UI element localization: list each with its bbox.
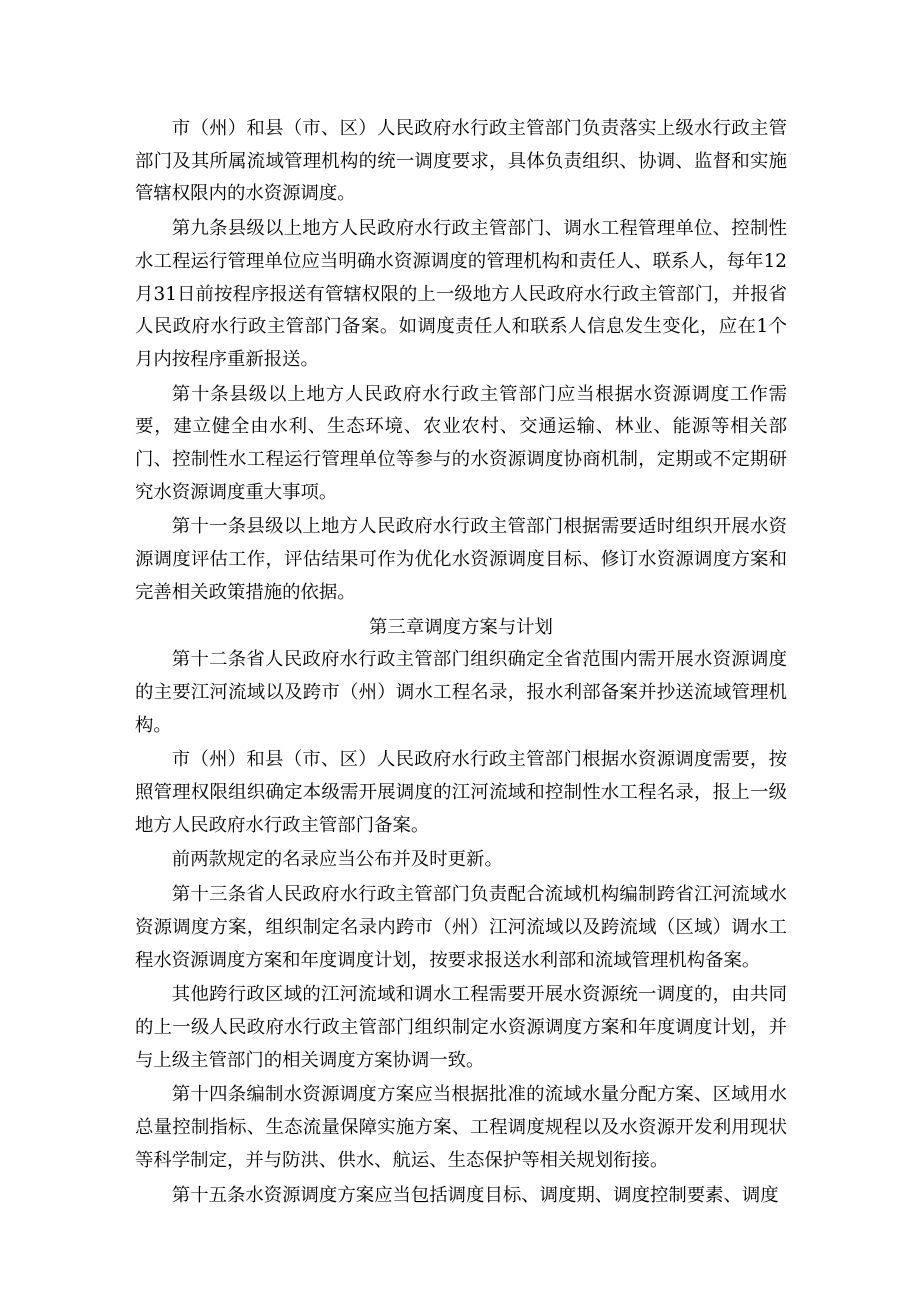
document-body: [135, 113, 787, 1212]
paragraph-article-9: 第九条县级以上地方人民政府水行政主管部门、调水工程管理单位、控制性水工程运行管理单位应当明确水资源调度的管理机构和责任人、联系人，每年12月31日前按程序报送有管辖权限的上一级地方人民政府水行政主管部门，并报省人民政府水行政主管部门备案。如调度责任人和联系人信息发生变化，应在1个月内按程序重新报送。: [135, 218, 787, 370]
paragraph-article-15: 第十五条水资源调度方案应当包括调度目标、调度期、调度控制要素、调度: [171, 1184, 779, 1206]
paragraph-article-13: 第十三条省人民政府水行政主管部门负责配合流域机构编制跨省江河流域水资源调度方案，组织制定名录内跨市（州）江河流域以及跨流域（区域）调水工程水资源调度方案和年度调度计划，按要求报送水利部和流域管理机构备案。: [135, 884, 787, 971]
paragraph: 前两款规定的名录应当公布并及时更新。: [171, 849, 503, 871]
paragraph: 其他跨行政区域的江河流域和调水工程需要开展水资源统一调度的，由共同的上一级人民政府水行政主管部门组织制定水资源调度方案和年度调度计划，并与上级主管部门的相关调度方案协调一致。: [135, 984, 787, 1071]
paragraph: 市（州）和县（市、区）人民政府水行政主管部门负责落实上级水行政主管部门及其所属流域管理机构的统一调度要求，具体负责组织、协调、监督和实施管辖权限内的水资源调度。: [135, 118, 787, 205]
chapter-heading: 第三章调度方案与计划: [369, 616, 553, 638]
paragraph-article-14: 第十四条编制水资源调度方案应当根据批准的流域水量分配方案、区域用水总量控制指标、生态流量保障实施方案、工程调度规程以及水资源开发利用现状等科学制定，并与防洪、供水、航运、生态保护等相关规划衔接。: [135, 1084, 787, 1171]
paragraph-article-10: 第十条县级以上地方人民政府水行政主管部门应当根据水资源调度工作需要，建立健全由水利、生态环境、农业农村、交通运输、林业、能源等相关部门、控制性水工程运行管理单位等参与的水资源调度协商机制，定期或不定期研究水资源调度重大事项。: [135, 383, 787, 503]
paragraph-article-11: 第十一条县级以上地方人民政府水行政主管部门根据需要适时组织开展水资源调度评估工作，评估结果可作为优化水资源调度目标、修订水资源调度方案和完善相关政策措施的依据。: [135, 516, 787, 603]
paragraph-article-12: 第十二条省人民政府水行政主管部门组织确定全省范围内需开展水资源调度的主要江河流域以及跨市（州）调水工程名录，报水利部备案并抄送流域管理机构。: [135, 649, 787, 736]
paragraph: 市（州）和县（市、区）人民政府水行政主管部门根据水资源调度需要，按照管理权限组织确定本级需开展调度的江河流域和控制性水工程名录，报上一级地方人民政府水行政主管部门备案。: [135, 749, 787, 836]
